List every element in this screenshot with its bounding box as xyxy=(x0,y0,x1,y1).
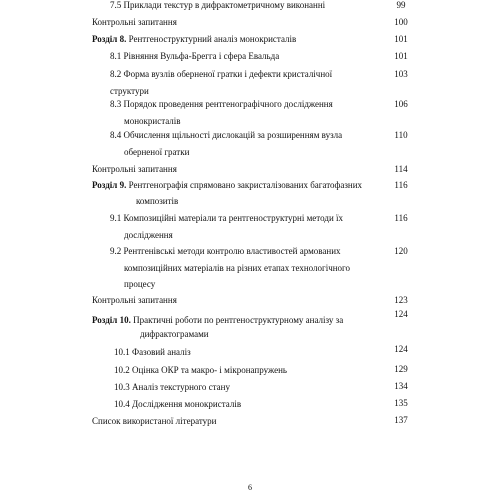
toc-page-number: 129 xyxy=(394,364,408,374)
toc-page-number: 103 xyxy=(394,69,408,79)
toc-entry-title: 8.2 Форма вузлів оберненої гратки і дефекти кристалічної xyxy=(110,69,333,79)
toc-entry-title: Практичні роботи по рентгеноструктурному аналізу за xyxy=(133,315,344,325)
toc-entry-title: Контрольні запитання xyxy=(92,164,177,174)
toc-entry-8-4-continued xyxy=(124,144,189,161)
toc-entry-title: 9.2 Рентгенівські методи контролю властивостей армованих xyxy=(110,246,341,256)
toc-entry-9-2 xyxy=(110,243,341,260)
toc-page-number: 99 xyxy=(396,0,406,10)
toc-page-number: 124 xyxy=(394,309,408,319)
toc-entry-review-questions xyxy=(92,14,177,31)
toc-entry-title: 10.3 Аналіз текстурного стану xyxy=(114,382,230,392)
toc-entry-title: 9.1 Композиційні матеріали та рентгеноструктурні методи їх xyxy=(110,213,344,223)
toc-entry-10-3 xyxy=(114,379,230,396)
toc-entry-title: 10.4 Дослідження монокристалів xyxy=(114,399,242,409)
toc-chapter-label: Розділ 9. xyxy=(92,180,127,190)
toc-page-number: 124 xyxy=(394,344,408,354)
toc-entry-title: 7.5 Приклади текстур в дифрактометричному виконанні xyxy=(110,0,326,10)
toc-entry-8-4 xyxy=(110,127,342,144)
toc-entry-title: Рентгеноструктурний аналіз монокристалів xyxy=(128,34,297,44)
toc-entry-title-continued: структури xyxy=(110,86,149,96)
toc-entry-8-1 xyxy=(110,48,279,65)
toc-entry-title: Список використаної літератури xyxy=(92,416,217,426)
toc-entry-9-1 xyxy=(110,210,343,227)
toc-page-number: 110 xyxy=(394,130,408,140)
toc-entry-10-4 xyxy=(114,396,241,413)
toc-entry-title-continued: монокристалів xyxy=(124,116,181,126)
toc-entry-chapter-8 xyxy=(92,31,296,48)
toc-entry-8-3 xyxy=(110,96,333,113)
toc-entry-9-2-continued xyxy=(124,260,350,277)
toc-entry-10-2 xyxy=(114,362,287,379)
toc-page-number: 101 xyxy=(394,34,408,44)
toc-entry-title: Рентгенографія спрямовано закристалізованих багатофазних xyxy=(128,180,363,190)
toc-entry-9-2-continued xyxy=(124,276,155,293)
toc-entry-chapter-10-continued xyxy=(140,326,209,343)
toc-entry-title-continued: композитів xyxy=(136,196,179,206)
toc-entry-chapter-10 xyxy=(92,312,343,329)
toc-page-number: 116 xyxy=(394,180,408,190)
toc-entry-title: Контрольні запитання xyxy=(92,295,177,305)
toc-entry-title-continued: дифрактограмами xyxy=(140,329,209,339)
toc-entry-title-continued: процесу xyxy=(124,279,156,289)
toc-page-number: 137 xyxy=(394,415,408,425)
toc-chapter-label: Розділ 8. xyxy=(92,34,127,44)
toc-page-number: 120 xyxy=(394,246,408,256)
toc-entry-bibliography xyxy=(92,413,216,430)
toc-entry-title-continued: оберненої гратки xyxy=(124,147,190,157)
toc-entry-chapter-9 xyxy=(92,177,362,194)
toc-entry-review-questions xyxy=(92,161,177,178)
toc-entry-title: 8.4 Обчислення щільності дислокацій за розширенням вузла xyxy=(110,130,343,140)
toc-entry-review-questions xyxy=(92,292,177,309)
toc-entry-9-1-continued xyxy=(124,227,173,244)
toc-chapter-label: Розділ 10. xyxy=(92,315,131,325)
page-number: 6 xyxy=(248,483,252,492)
toc-entry-title: 8.1 Рівняння Вульфа-Брегга і сфера Евальда xyxy=(110,51,280,61)
toc-entry-title: Контрольні запитання xyxy=(92,17,177,27)
toc-entry-chapter-9-continued xyxy=(136,193,178,210)
toc-page-number: 134 xyxy=(394,381,408,391)
toc-entry-title: 10.1 Фазовий аналіз xyxy=(114,347,191,357)
toc-entry-title-continued: композиційних матеріалів на різних етапах технологічного xyxy=(124,263,351,273)
toc-page-number: 116 xyxy=(394,213,408,223)
toc-page-number: 135 xyxy=(394,398,408,408)
toc-page-number: 106 xyxy=(394,99,408,109)
toc-entry-title: 10.2 Оцінка ОКР та макро- і мікронапружень xyxy=(114,365,288,375)
toc-page-number: 114 xyxy=(394,164,408,174)
toc-entry-title-continued: дослідження xyxy=(124,230,173,240)
toc-entry-10-1 xyxy=(114,344,191,361)
toc-entry-8-2 xyxy=(110,66,332,83)
toc-page-number: 123 xyxy=(394,295,408,305)
toc-entry-7-5 xyxy=(110,0,325,14)
toc-page-number: 101 xyxy=(394,51,408,61)
toc-page-number: 100 xyxy=(394,17,408,27)
toc-entry-title: 8.3 Порядок проведення рентгенографічного дослідження xyxy=(110,99,333,109)
